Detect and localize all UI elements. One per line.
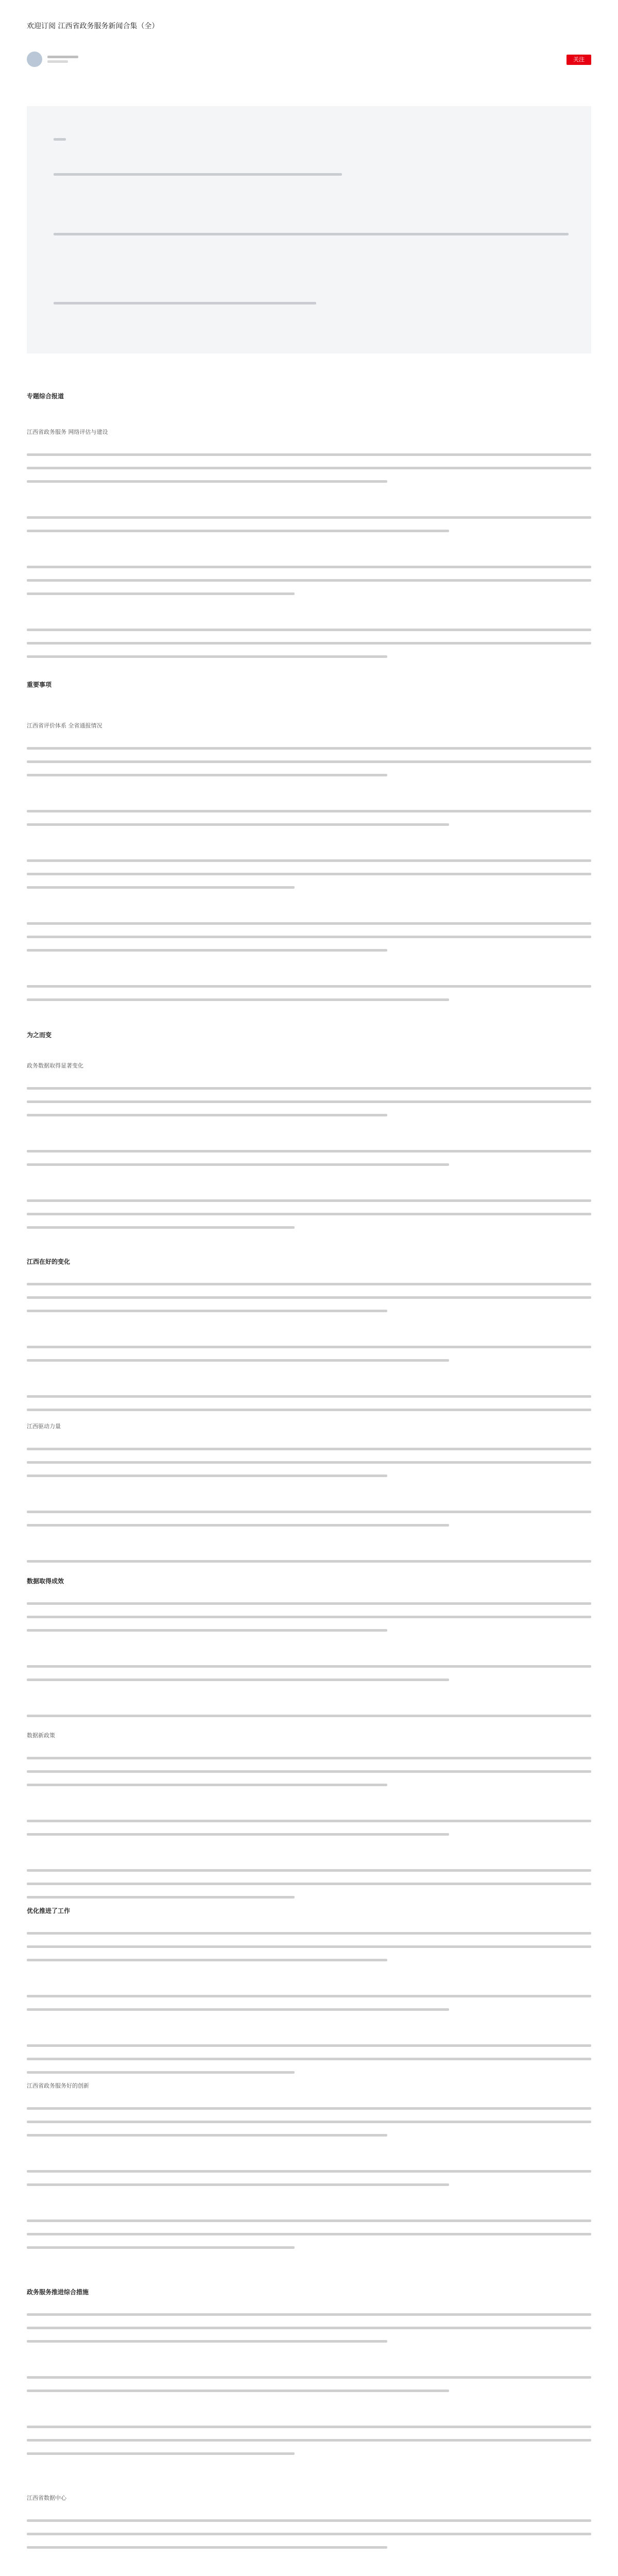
paragraph-line [27, 922, 591, 925]
section-heading: 江西在好的变化 [27, 1258, 71, 1265]
paragraph-line [27, 2044, 591, 2047]
paragraph-line [27, 1524, 449, 1527]
paragraph-line [27, 873, 591, 875]
paragraph-line [27, 1346, 591, 1348]
paragraph-line [27, 810, 591, 812]
paragraph-line [27, 1757, 591, 1759]
paragraph-line [27, 1395, 591, 1398]
paragraph-line [27, 1869, 591, 1872]
paragraph-line [27, 747, 591, 750]
paragraph-line [27, 2071, 295, 2074]
section-heading: 江西省政务服务好的创新 [27, 2082, 89, 2089]
paragraph-line [27, 1995, 591, 1997]
paragraph-line [27, 1283, 591, 1285]
paragraph-line [27, 2233, 591, 2235]
paragraph-line [27, 467, 591, 469]
paragraph-line [27, 1770, 591, 1773]
paragraph-line [27, 1409, 591, 1411]
paragraph-line [27, 1213, 591, 1215]
paragraph-line [27, 530, 449, 532]
paragraph-line [27, 516, 591, 519]
paragraph-line [27, 2058, 591, 2060]
paragraph-line [27, 1883, 591, 1885]
follow-button[interactable]: 关注 [566, 55, 591, 65]
paragraph-line [27, 760, 591, 763]
paragraph-line [27, 2246, 295, 2249]
paragraph-line [27, 1629, 387, 1632]
paragraph-line [27, 655, 387, 658]
paragraph-line [27, 1199, 591, 1202]
paragraph-line [27, 1310, 387, 1312]
avatar[interactable] [27, 52, 42, 67]
paragraph-line [27, 2519, 591, 2522]
paragraph-line [27, 1150, 591, 1153]
paragraph-line [27, 2340, 387, 2343]
paragraph-line [27, 823, 449, 826]
paragraph-line [27, 1448, 591, 1450]
paragraph-line [27, 1784, 387, 1786]
paragraph-line [27, 2183, 449, 2186]
paragraph-line [27, 629, 591, 631]
section-heading: 江西省评价体系 全省通报情况 [27, 722, 102, 729]
paragraph-line [27, 1087, 591, 1090]
paragraph-line [27, 592, 295, 595]
paragraph-line [27, 1679, 449, 1681]
paragraph-line [27, 936, 591, 938]
paragraph-line [27, 1896, 295, 1899]
paragraph-line [27, 1833, 449, 1836]
author-block [27, 52, 78, 67]
paragraph-line [27, 1932, 591, 1935]
paragraph-line [27, 886, 295, 889]
paragraph-line [27, 1715, 591, 1717]
paragraph-line [27, 2008, 449, 2011]
paragraph-line [27, 1602, 591, 1605]
paragraph-line [27, 2452, 295, 2455]
paragraph-line [27, 2219, 591, 2222]
paragraph-line [27, 1511, 591, 1513]
section-heading: 江西驱动力量 [27, 1423, 61, 1430]
paragraph-line [27, 2376, 591, 2379]
paragraph-line [27, 1475, 387, 1477]
paragraph-line [27, 1114, 387, 1116]
paragraph-line [27, 949, 387, 952]
paragraph-line [27, 1296, 591, 1299]
paragraph-line [27, 1100, 591, 1103]
paragraph-line [27, 1163, 449, 1166]
author-name [47, 56, 78, 58]
section-heading: 重要事项 [27, 681, 52, 688]
paragraph-line [27, 2313, 591, 2316]
paragraph-line [27, 2134, 387, 2137]
paragraph-line [27, 453, 591, 456]
paragraph-line [27, 1820, 591, 1822]
paragraph-line [27, 2327, 591, 2329]
paragraph-line [27, 2546, 387, 2549]
section-heading: 优化推进了工作 [27, 1907, 71, 1914]
section-heading: 政务服务推进综合措施 [27, 2289, 89, 2296]
section-heading: 江西省政务服务 网络评估与建设 [27, 429, 108, 435]
paragraph-line [27, 2439, 591, 2442]
author-meta [47, 60, 68, 63]
section-heading: 数据新政策 [27, 1732, 55, 1739]
paragraph-line [27, 998, 449, 1001]
section-heading: 数据取得成效 [27, 1578, 64, 1585]
paragraph-line [27, 1560, 591, 1563]
paragraph-line [27, 774, 387, 776]
paragraph-line [27, 1665, 591, 1668]
paragraph-line [27, 2426, 591, 2428]
paragraph-line [27, 1226, 295, 1229]
paragraph-line [27, 579, 591, 582]
paragraph-line [27, 1359, 449, 1362]
paragraph-line [27, 1616, 591, 1618]
summary-box [27, 106, 591, 353]
section-heading: 为之而变 [27, 1031, 52, 1039]
section-heading: 专题综合报道 [27, 393, 64, 400]
paragraph-line [27, 985, 591, 988]
page-title: 欢迎订阅 江西省政务服务新闻合集（全） [27, 22, 159, 30]
paragraph-line [27, 2389, 449, 2392]
section-heading: 江西省数据中心 [27, 2495, 66, 2501]
paragraph-line [27, 2121, 591, 2123]
paragraph-line [27, 1945, 591, 1948]
paragraph-line [27, 2533, 591, 2535]
paragraph-line [27, 859, 591, 862]
paragraph-line [27, 1461, 591, 1464]
paragraph-line [27, 566, 591, 568]
paragraph-line [27, 2170, 591, 2173]
paragraph-line [27, 480, 387, 483]
paragraph-line [27, 1959, 387, 1961]
paragraph-line [27, 642, 591, 645]
paragraph-line [27, 2107, 591, 2110]
section-heading: 政务数据取得显著变化 [27, 1062, 83, 1069]
